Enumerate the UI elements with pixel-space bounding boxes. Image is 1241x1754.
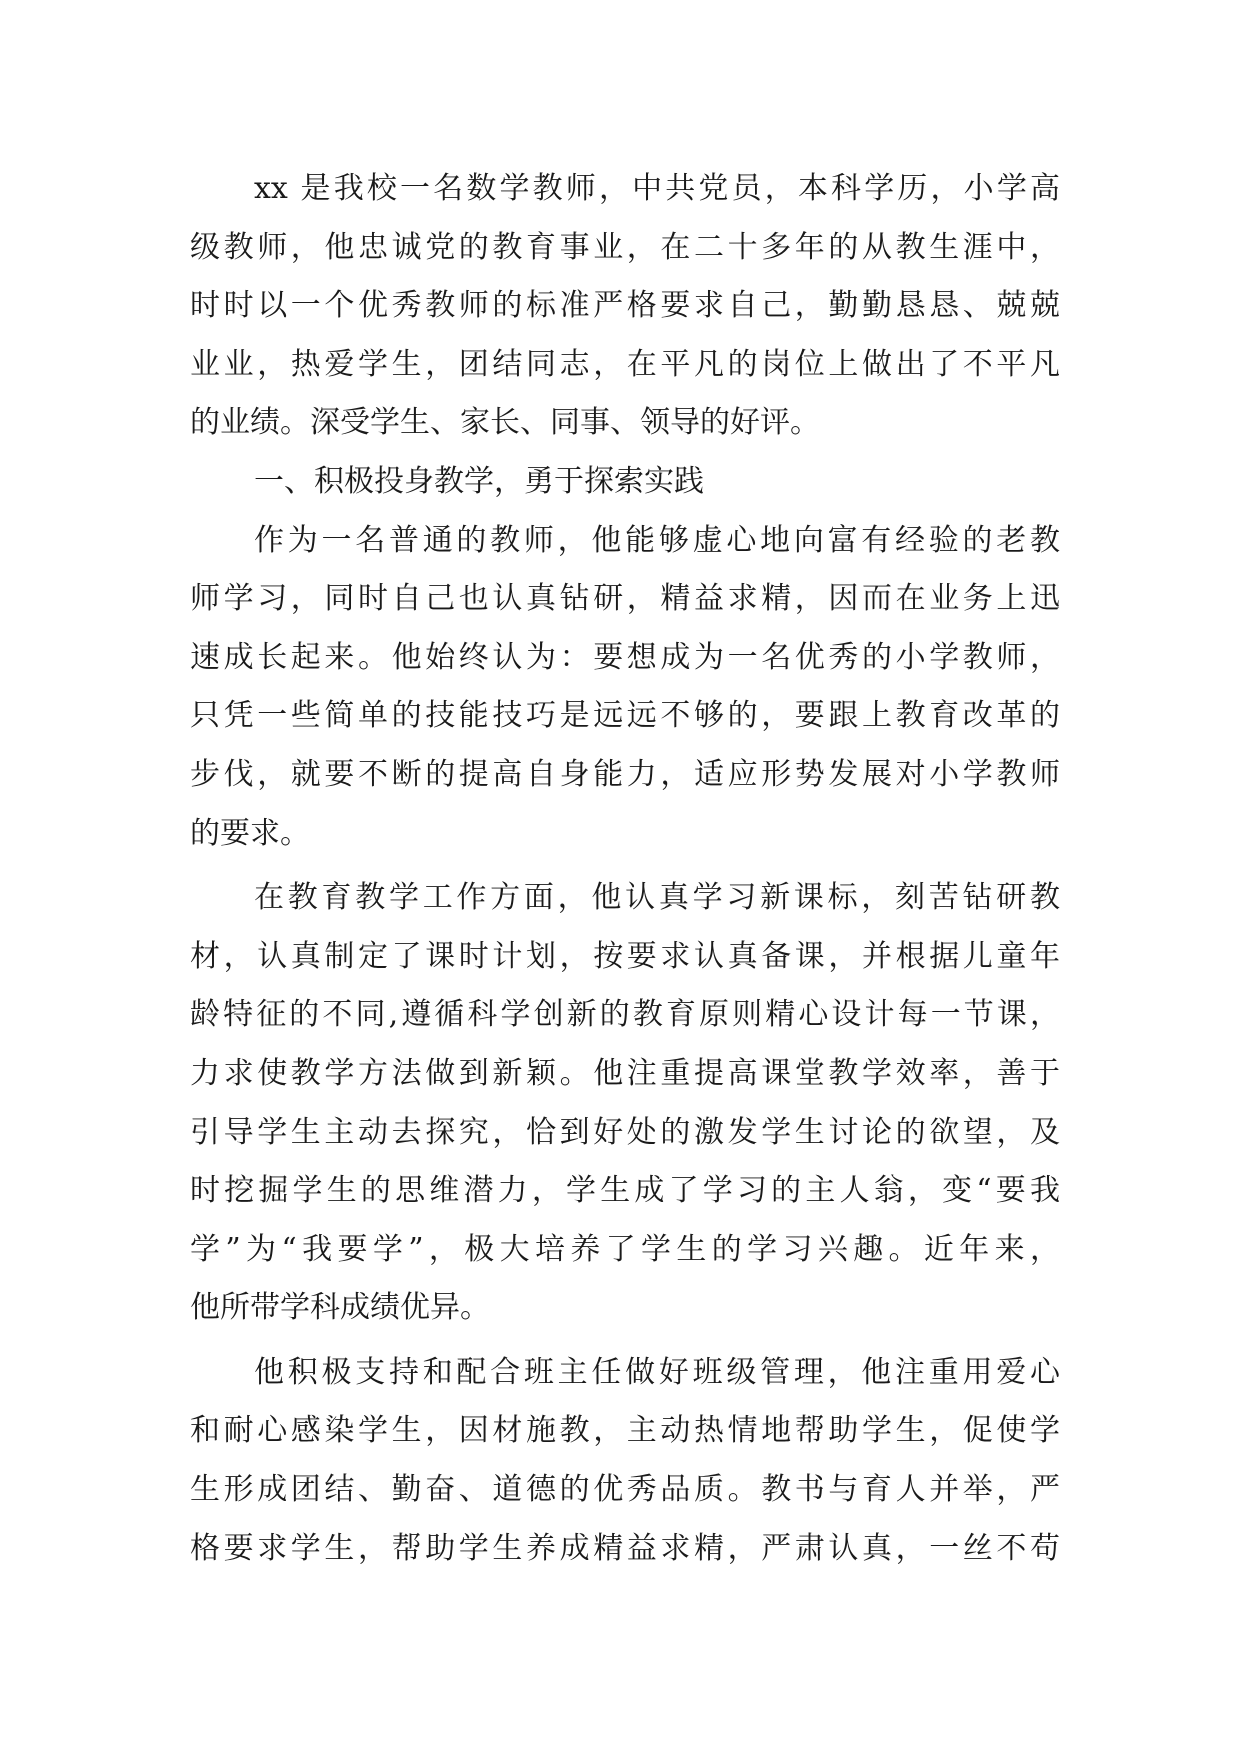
paragraph-1-line-4: 业业，热爱学生，团结同志，在平凡的岗位上做出了不平凡 [190,346,1060,382]
paragraph-2-line-2: 师学习，同时自己也认真钻研，精益求精，因而在业务上迅 [190,581,1060,617]
paragraph-2-line-5: 步伐，就要不断的提高自身能力，适应形势发展对小学教师 [190,756,1060,792]
document-body [190,160,1060,1578]
paragraph-3-line-6: 时挖掘学生的思维潜力，学生成了学习的主人翁，变“要我 [190,1173,1060,1209]
paragraph-1-line-3: 时时以一个优秀教师的标准严格要求自己，勤勤恳恳、兢兢 [190,288,1060,324]
paragraph-2-line-3: 速成长起来。他始终认为：要想成为一名优秀的小学教师， [190,639,1060,675]
paragraph-3-line-8: 他所带学科成绩优异。 [190,1290,490,1326]
paragraph-1-line-1: xx 是我校一名数学教师，中共党员，本科学历，小学高 [254,171,1060,206]
paragraph-2-line-1: 作为一名普通的教师，他能够虚心地向富有经验的老教 [254,522,1060,558]
paragraph-3-line-7: 学”为“我要学”，极大培养了学生的学习兴趣。近年来， [190,1231,1060,1267]
paragraph-1-line-2: 级教师，他忠诚党的教育事业，在二十多年的从教生涯中， [190,229,1060,265]
paragraph-1-line-5: 的业绩。深受学生、家长、同事、领导的好评。 [190,405,820,441]
paragraph-3-line-1: 在教育教学工作方面，他认真学习新课标，刻苦钻研教 [254,880,1060,916]
paragraph-4-line-2: 和耐心感染学生，因材施教，主动热情地帮助学生，促使学 [190,1413,1060,1449]
paragraph-2-line-6: 的要求。 [190,815,310,851]
paragraph-4-line-3: 生形成团结、勤奋、道德的优秀品质。教书与育人并举，严 [190,1472,1060,1508]
paragraph-4-line-1: 他积极支持和配合班主任做好班级管理，他注重用爱心 [254,1354,1060,1390]
paragraph-3-line-2: 材，认真制定了课时计划，按要求认真备课，并根据儿童年 [190,938,1060,974]
paragraph-3-line-3: 龄特征的不同,遵循科学创新的教育原则精心设计每一节课， [190,997,1060,1033]
paragraph-3-line-4: 力求使教学方法做到新颖。他注重提高课堂教学效率，善于 [190,1055,1060,1091]
section-heading-1: 一、积极投身教学，勇于探索实践 [254,463,704,499]
paragraph-2-line-4: 只凭一些简单的技能技巧是远远不够的，要跟上教育改革的 [190,698,1060,734]
paragraph-4-line-4: 格要求学生，帮助学生养成精益求精，严肃认真，一丝不苟 [190,1530,1060,1566]
paragraph-3-line-5: 引导学生主动去探究，恰到好处的激发学生讨论的欲望，及 [190,1114,1060,1150]
